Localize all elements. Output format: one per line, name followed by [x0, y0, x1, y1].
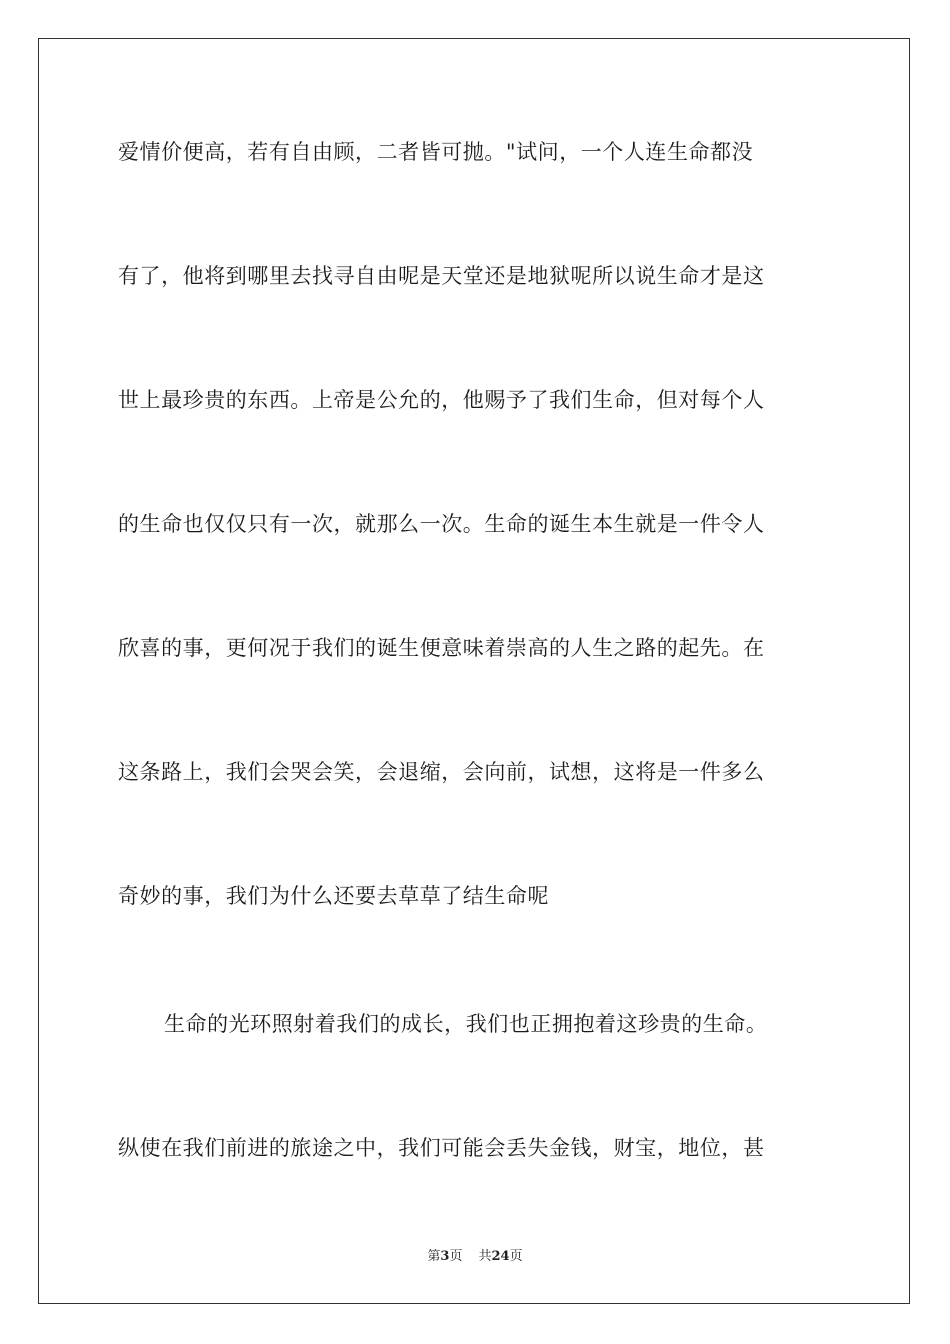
body-text-line: 世上最珍贵的东西。上帝是公允的，他赐予了我们生命，但对每个人: [118, 388, 765, 412]
page-prefix: 第: [427, 1249, 441, 1264]
body-text-line: 纵使在我们前进的旅途之中，我们可能会丢失金钱，财宝，地位，甚: [118, 1136, 765, 1160]
page-footer: [0, 1248, 950, 1266]
page-suffix: 页: [449, 1249, 463, 1264]
body-text-line: 有了，他将到哪里去找寻自由呢是天堂还是地狱呢所以说生命才是这: [118, 264, 765, 288]
total-pages: 24: [491, 1249, 510, 1264]
body-text-line: 奇妙的事，我们为什么还要去草草了结生命呢: [118, 884, 549, 908]
body-text-line: 欣喜的事，更何况于我们的诞生便意味着崇高的人生之路的起先。在: [118, 636, 765, 660]
page-number: 3: [440, 1249, 450, 1264]
body-text-line: 爱情价便高，若有自由顾，二者皆可抛。"试问，一个人连生命都没: [118, 140, 754, 164]
body-text-line: 这条路上，我们会哭会笑，会退缩，会向前，试想，这将是一件多么: [118, 760, 765, 784]
body-text-line: 的生命也仅仅只有一次，就那么一次。生命的诞生本生就是一件令人: [118, 512, 765, 536]
paragraph-first-line: 生命的光环照射着我们的成长，我们也正拥抱着这珍贵的生命。: [164, 1012, 768, 1036]
total-prefix: 共: [478, 1249, 492, 1264]
page-border: [38, 38, 910, 1304]
total-suffix: 页: [509, 1249, 523, 1264]
